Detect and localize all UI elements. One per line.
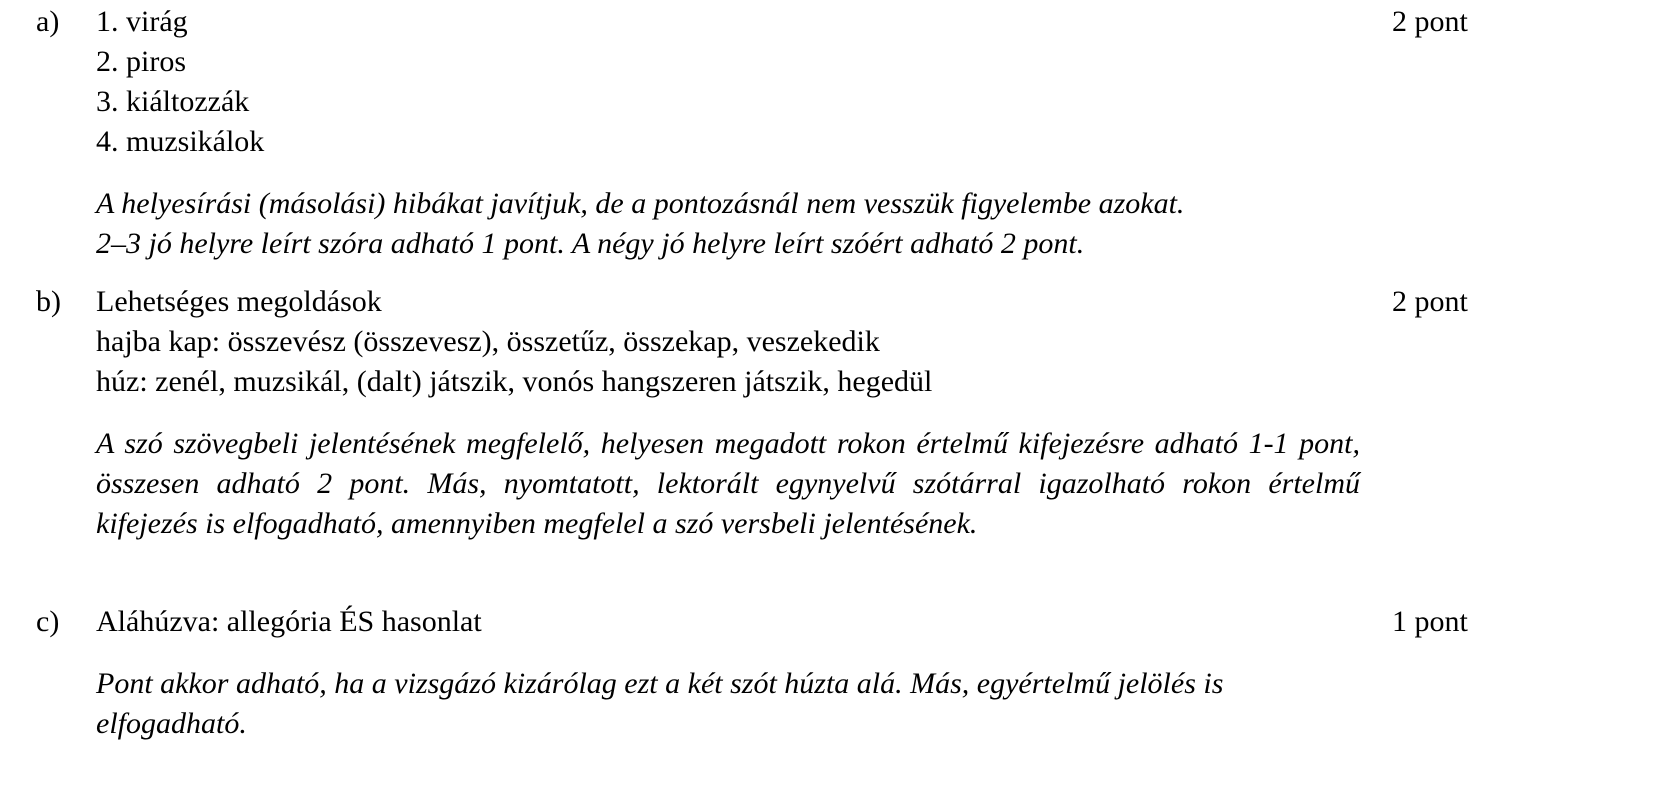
task-content: [96, 282, 1360, 544]
scoring-note: Pont akkor adható, ha a vizsgázó kizárólag ezt a két szót húzta alá. Más, egyértelmű jelölés is elfogadható.: [96, 667, 1224, 740]
task-content: [96, 2, 1360, 264]
points-label: 2 pont: [1392, 5, 1468, 38]
answer-line: Lehetséges megoldások: [96, 285, 382, 318]
answer-line: hajba kap: összevész (összevesz), összetűz, összekap, veszekedik: [96, 325, 880, 358]
scoring-note-line: 2–3 jó helyre leírt szóra adható 1 pont. A négy jó helyre leírt szóért adható 2 pont.: [96, 227, 1085, 260]
answer-line: 3. kiáltozzák: [96, 85, 250, 118]
task-letter: a): [36, 5, 60, 38]
scoring-note: [96, 184, 1360, 264]
answer-line: 4. muzsikálok: [96, 125, 265, 158]
scoring-note-line: A helyesírási (másolási) hibákat javítjuk, de a pontozásnál nem vesszük figyelembe azokat.: [96, 187, 1185, 220]
answer-line: húz: zenél, muzsikál, (dalt) játszik, vonós hangszeren játszik, hegedül: [96, 365, 933, 398]
answer-line: 2. piros: [96, 45, 186, 78]
points-label: 2 pont: [1392, 285, 1468, 318]
points-label: 1 pont: [1392, 605, 1468, 638]
answer-line: Aláhúzva: allegória ÉS hasonlat: [96, 605, 482, 638]
answer-line: 1. virág: [96, 5, 188, 38]
scoring-note: A szó szövegbeli jelentésének megfelelő, helyesen megadott rokon értelmű kifejezésre adható 1-1 pont, összesen adható 2 pont. Más, nyomtatott, lektorált egynyelvű szótárral igazolható rokon értelmű kifejezés is elfogadható, amennyiben megfelel a szó versbeli jelentésének.: [96, 427, 1360, 540]
task-content: [96, 602, 1360, 744]
task-letter: b): [36, 285, 61, 318]
task-letter: c): [36, 605, 60, 638]
